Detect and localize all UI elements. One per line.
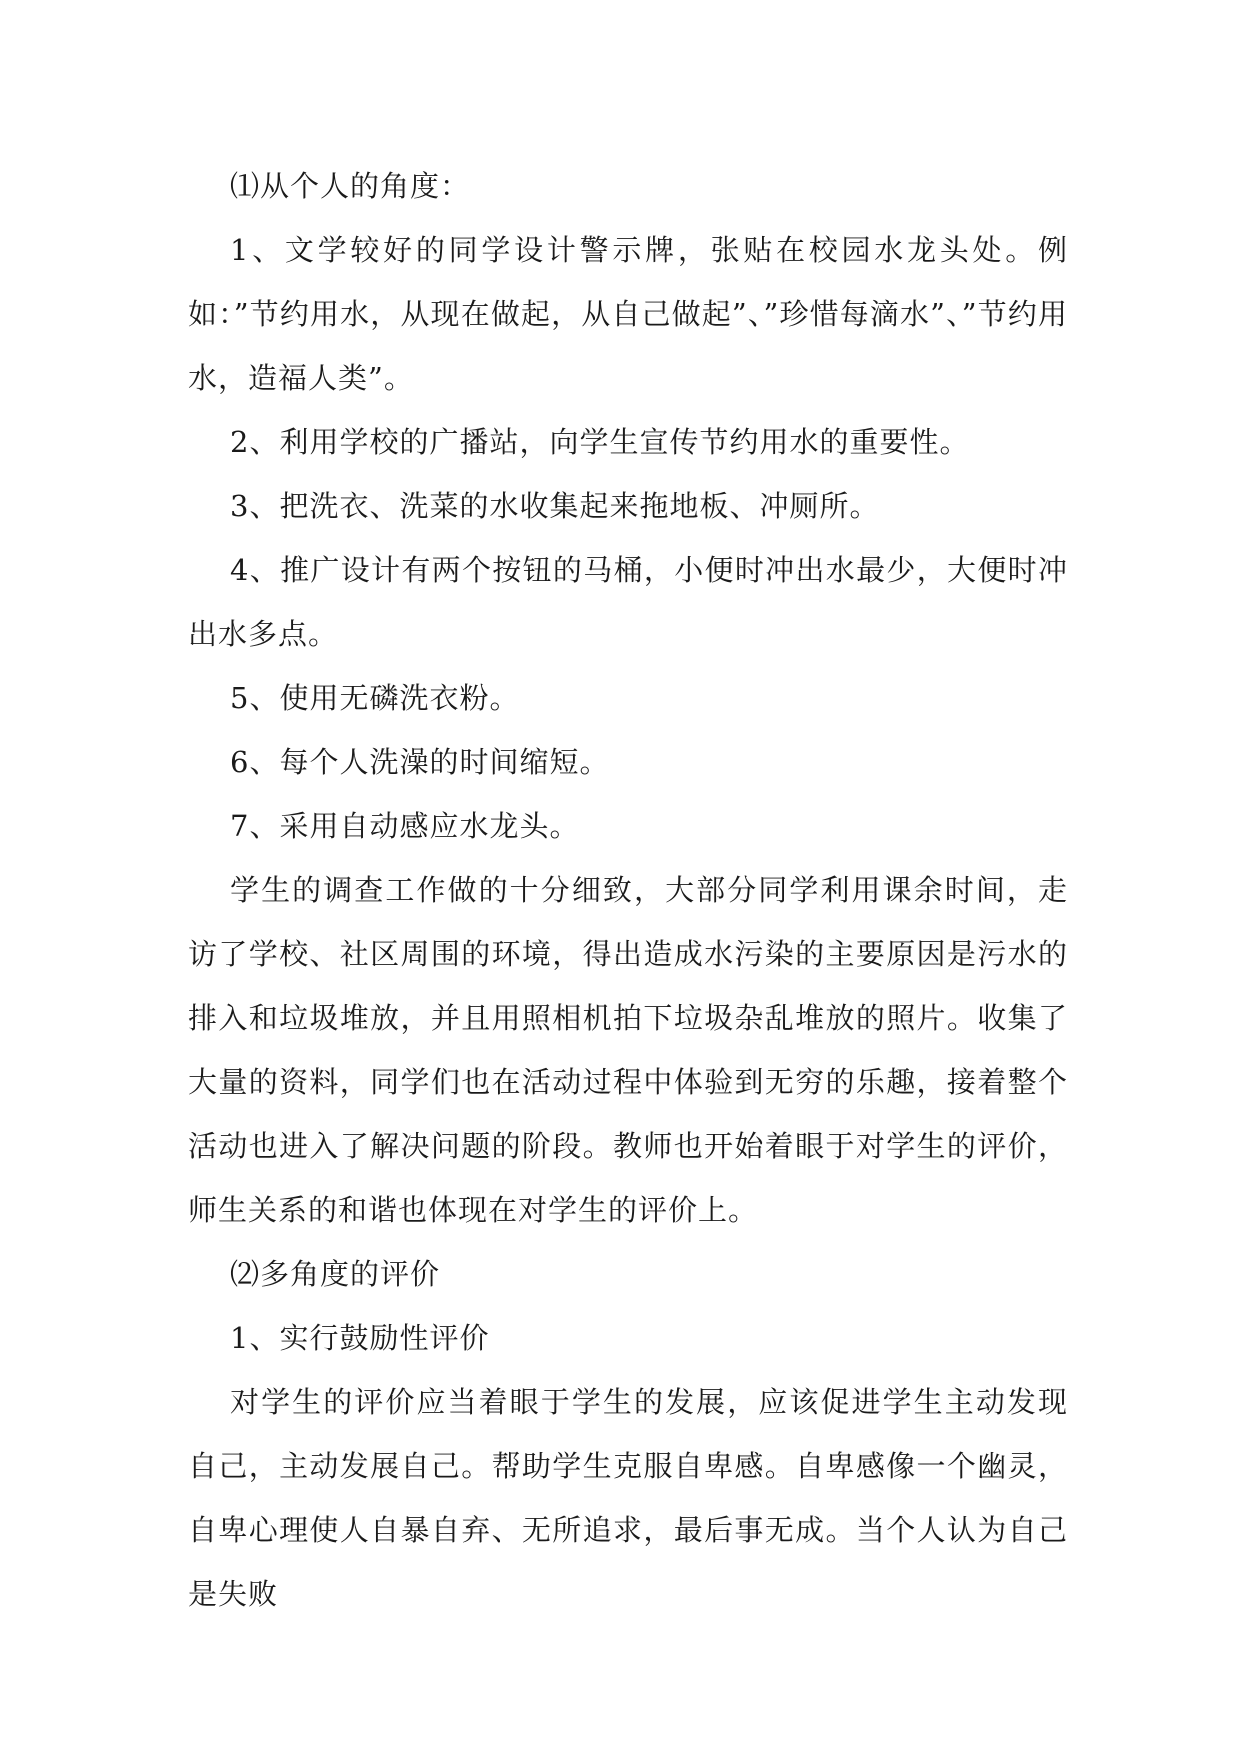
body-paragraph-investigation: 学生的调查工作做的十分细致，大部分同学利用课余时间，走访了学校、社区周围的环境，得出造成水污染的主要原因是污水的排入和垃圾堆放，并且用照相机拍下垃圾杂乱堆放的照片。收集了大量的资料，同学们也在活动过程中体验到无穷的乐趣，接着整个活动也进入了解决问题的阶段。教师也开始着眼于对学生的评价，师生关系的和谐也体现在对学生的评价上。: [188, 873, 1068, 1227]
list-item-1: 1、文学较好的同学设计警示牌，张贴在校园水龙头处。例如：”节约用水，从现在做起，从自己做起”、”珍惜每滴水”、”节约用水，造福人类”。: [188, 233, 1068, 395]
section-heading-evaluation: ⑵多角度的评价: [230, 1257, 441, 1291]
subheading-encouraging-evaluation: 1、实行鼓励性评价: [230, 1321, 490, 1355]
list-item-4: 4、推广设计有两个按钮的马桶，小便时冲出水最少，大便时冲出水多点。: [188, 553, 1068, 651]
list-item-3: 3、把洗衣、洗菜的水收集起来拖地板、冲厕所。: [230, 489, 880, 523]
list-item-7: 7、采用自动感应水龙头。: [230, 809, 580, 843]
list-item-6: 6、每个人洗澡的时间缩短。: [230, 745, 610, 779]
list-item-5: 5、使用无磷洗衣粉。: [230, 681, 520, 715]
document-body: [188, 154, 1068, 1626]
section-heading-personal: ⑴从个人的角度：: [230, 169, 471, 203]
body-paragraph-evaluation: 对学生的评价应当着眼于学生的发展，应该促进学生主动发现自己，主动发展自己。帮助学生克服自卑感。自卑感像一个幽灵，自卑心理使人自暴自弃、无所追求，最后事无成。当个人认为自己是失败: [188, 1385, 1068, 1611]
list-item-2: 2、利用学校的广播站，向学生宣传节约用水的重要性。: [230, 425, 970, 459]
